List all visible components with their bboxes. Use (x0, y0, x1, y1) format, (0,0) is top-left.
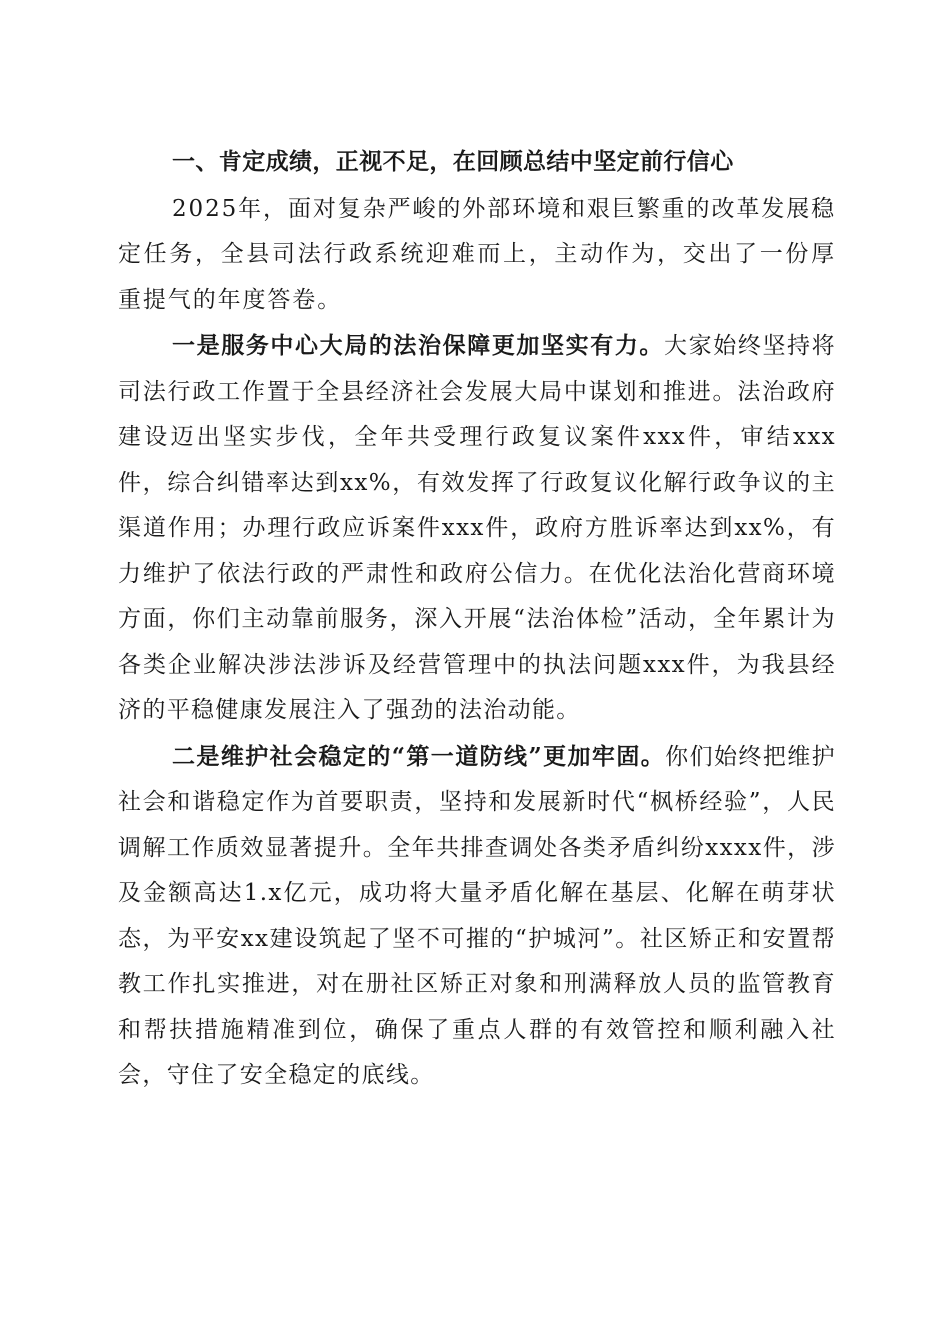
paragraph-text: 大家始终坚持将司法行政工作置于全县经济社会发展大局中谋划和推进。法治政府建设迈出坚实步伐，全年共受理行政复议案件xxx件，审结xxx件，综合纠错率达到xx%，有效发挥了行政复议化解行政争议的主渠道作用；办理行政应诉案件xxx件，政府方胜诉率达到xx%，有力维护了依法行政的严肃性和政府公信力。在优化法治化营商环境方面，你们主动靠前服务，深入开展“法治体检”活动，全年累计为各类企业解决涉法涉诉及经营管理中的执法问题xxx件，为我县经济的平稳健康发展注入了强劲的法治动能。 (118, 333, 837, 723)
paragraph-social-stability (118, 734, 836, 1099)
paragraph-lead: 一是服务中心大局的法治保障更加坚实有力。 (172, 332, 665, 359)
paragraph-lead: 二是维护社会稳定的“第一道防线”更加牢固。 (172, 742, 666, 770)
paragraph-intro (118, 186, 836, 324)
paragraph-text: 2025年，面对复杂严峻的外部环境和艰巨繁重的改革发展稳定任务，全县司法行政系统迎难而上，主动作为，交出了一份厚重提气的年度答卷。 (118, 195, 836, 313)
document-body (118, 140, 836, 1099)
paragraph-rule-of-law (118, 323, 836, 734)
paragraph-text: 你们始终把维护社会和谐稳定作为首要职责，坚持和发展新时代“枫桥经验”，人民调解工作质效显著提升。全年共排查调处各类矛盾纠纷xxxx件，涉及金额高达1.x亿元，成功将大量矛盾化解在基层、化解在萌芽状态，为平安xx建设筑起了坚不可摧的“护城河”。社区矫正和安置帮教工作扎实推进，对在册社区矫正对象和刑满释放人员的监管教育和帮扶措施精准到位，确保了重点人群的有效管控和顺利融入社会，守住了安全稳定的底线。 (118, 743, 837, 1088)
section-heading: 一、肯定成绩，正视不足，在回顾总结中坚定前行信心 (172, 149, 734, 175)
